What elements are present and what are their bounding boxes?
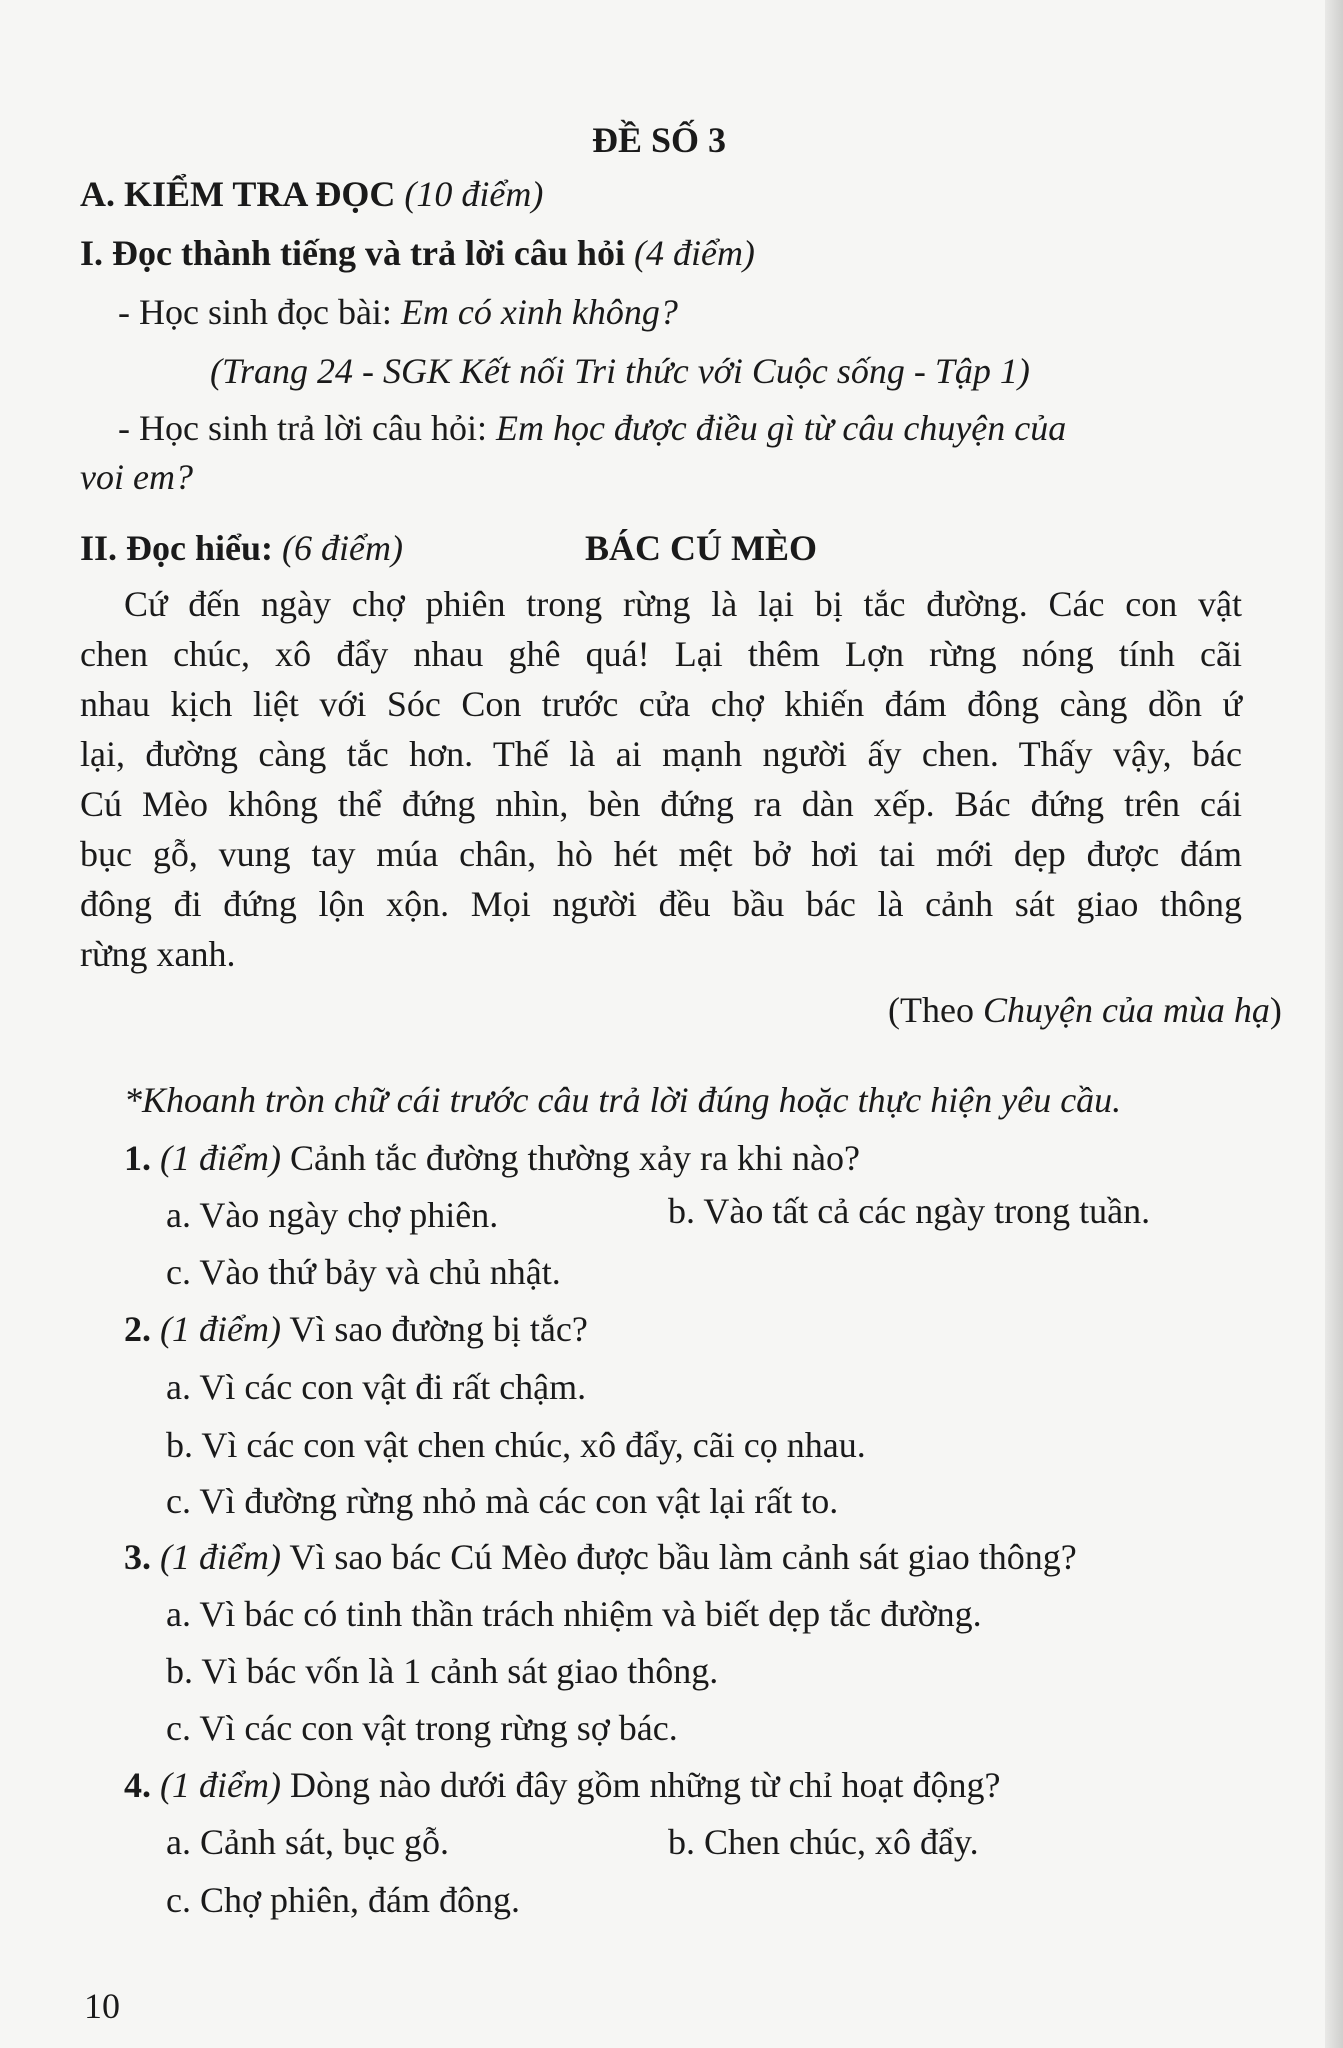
section-a-heading <box>80 172 543 216</box>
task-instruction: *Khoanh tròn chữ cái trước câu trả lời đúng hoặc thực hiện yêu cầu. <box>124 1080 1122 1120</box>
story-line: chen chúc, xô đẩy nhau ghê quá! Lại thêm Lợn rừng nóng tính cãi <box>80 634 1242 674</box>
page-edge <box>1325 0 1343 2048</box>
option-b[interactable]: b. Vì các con vật chen chúc, xô đẩy, cãi cọ nhau. <box>166 1425 866 1465</box>
question-number: 2. <box>124 1309 151 1349</box>
question-points: (1 điểm) <box>160 1309 281 1349</box>
section-i-label: I. Đọc thành tiếng và trả lời câu hỏi <box>80 233 625 273</box>
option-b[interactable]: b. Vào tất cả các ngày trong tuần. <box>668 1191 1151 1231</box>
question-2 <box>124 1307 588 1351</box>
section-ii-label: II. Đọc hiểu: <box>80 528 274 568</box>
option-a[interactable]: a. Cảnh sát, bục gỗ. <box>166 1822 449 1862</box>
section-ii-heading <box>80 526 403 570</box>
answer-instruction <box>118 406 1066 450</box>
story-line: đông đi đứng lộn xộn. Mọi người đều bầu bác là cảnh sát giao thông <box>80 884 1242 924</box>
section-a-points: (10 điểm) <box>404 174 544 214</box>
story-title: BÁC CÚ MÈO <box>585 528 817 568</box>
section-i-points: (4 điểm) <box>633 233 755 273</box>
question-points: (1 điểm) <box>160 1537 281 1577</box>
section-a-label: A. KIỂM TRA ĐỌC <box>80 174 396 214</box>
option-b[interactable]: b. Vì bác vốn là 1 cảnh sát giao thông. <box>166 1651 719 1691</box>
read-title: Em có xinh không? <box>400 292 678 332</box>
credit-suffix: ) <box>1269 990 1282 1030</box>
answer-question-line1: Em học được điều gì từ câu chuyện của <box>495 408 1067 448</box>
question-text: Cảnh tắc đường thường xảy ra khi nào? <box>289 1138 860 1178</box>
story-credit <box>888 988 1282 1032</box>
section-i-heading <box>80 231 755 275</box>
story-line: bục gỗ, vung tay múa chân, hò hét mệt bở hơi tai mới dẹp được đám <box>80 834 1242 874</box>
story-line: rừng xanh. <box>80 934 236 974</box>
question-4 <box>124 1763 1000 1807</box>
option-c[interactable]: c. Vì các con vật trong rừng sợ bác. <box>166 1708 678 1748</box>
question-number: 1. <box>124 1138 151 1178</box>
question-text: Vì sao đường bị tắc? <box>289 1309 588 1349</box>
question-number: 4. <box>124 1765 151 1805</box>
exam-title: ĐỀ SỐ 3 <box>592 120 727 160</box>
option-a[interactable]: a. Vào ngày chợ phiên. <box>166 1195 499 1235</box>
story-line: lại, đường càng tắc hơn. Thế là ai mạnh người ấy chen. Thấy vậy, bác <box>80 734 1242 774</box>
credit-prefix: (Theo <box>888 990 983 1030</box>
read-instruction <box>118 290 678 334</box>
read-prefix: - Học sinh đọc bài: <box>118 292 401 332</box>
story-line: Cú Mèo không thể đứng nhìn, bèn đứng ra dàn xếp. Bác đứng trên cái <box>80 784 1242 824</box>
question-3 <box>124 1535 1077 1579</box>
option-c[interactable]: c. Vào thứ bảy và chủ nhật. <box>166 1252 561 1292</box>
answer-prefix: - Học sinh trả lời câu hỏi: <box>118 408 496 448</box>
story-line: nhau kịch liệt với Sóc Con trước cửa chợ khiến đám đông càng dồn ứ <box>80 684 1242 724</box>
option-c[interactable]: c. Chợ phiên, đám đông. <box>166 1880 520 1920</box>
section-ii-points: (6 điểm) <box>282 528 403 568</box>
question-points: (1 điểm) <box>160 1138 281 1178</box>
answer-question-line2: voi em? <box>80 457 193 497</box>
page-number: 10 <box>84 1986 120 2026</box>
option-b[interactable]: b. Chen chúc, xô đẩy. <box>668 1822 979 1862</box>
story-line: Cứ đến ngày chợ phiên trong rừng là lại bị tắc đường. Các con vật <box>124 584 1242 624</box>
question-number: 3. <box>124 1537 151 1577</box>
option-a[interactable]: a. Vì các con vật đi rất chậm. <box>166 1367 587 1407</box>
read-source: (Trang 24 - SGK Kết nối Tri thức với Cuộc sống - Tập 1) <box>210 351 1030 391</box>
option-a[interactable]: a. Vì bác có tinh thần trách nhiệm và biết dẹp tắc đường. <box>166 1594 982 1634</box>
credit-book: Chuyện của mùa hạ <box>982 990 1270 1030</box>
question-points: (1 điểm) <box>160 1765 281 1805</box>
question-text: Vì sao bác Cú Mèo được bầu làm cảnh sát giao thông? <box>289 1537 1077 1577</box>
question-1 <box>124 1136 860 1180</box>
question-text: Dòng nào dưới đây gồm những từ chỉ hoạt động? <box>289 1765 1001 1805</box>
option-c[interactable]: c. Vì đường rừng nhỏ mà các con vật lại rất to. <box>166 1481 839 1521</box>
